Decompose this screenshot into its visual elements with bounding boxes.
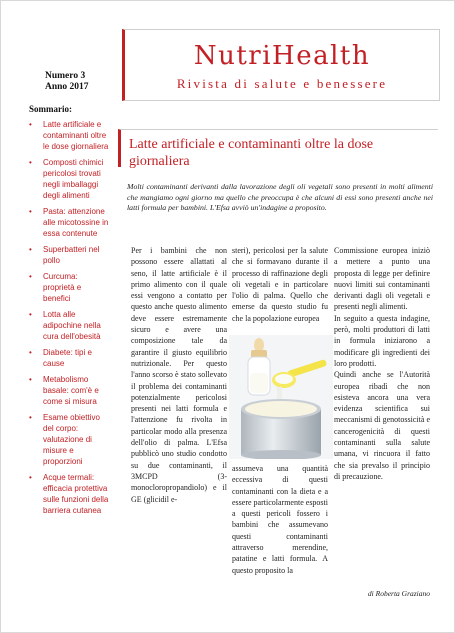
article-paragraph: steri), pericolosi per la salute che si formavano durante il processo di raffinazione degli oli vegetali e in particolare l'olio di palma. Quello che emerse da questo studio fu che la popolazione europea: [232, 246, 328, 323]
article-byline: di Roberta Graziano: [367, 589, 430, 598]
article-paragraph: assumeva una quantità eccessiva di questi contaminanti con la dieta e a essere particolarmente esposti a questi pericoli fossero i bambini che assumevano questi contaminanti attraverso merendine, patatine e latti formula. A questo proposito la: [232, 464, 328, 575]
magazine-title: NutriHealth: [193, 41, 371, 71]
baby-formula-photo: [229, 335, 333, 459]
article-column-1: [131, 245, 227, 505]
issue-year: Anno 2017: [45, 82, 89, 92]
article-title: Latte artificiale e contaminanti oltre la dose giornaliera: [129, 137, 374, 169]
article-header: [118, 129, 438, 167]
bullet-icon: •: [29, 245, 32, 254]
bullet-icon: •: [29, 413, 32, 422]
formula-can-icon: [241, 399, 321, 459]
masthead: [122, 29, 440, 101]
article-column-2-bottom: [232, 463, 328, 576]
bullet-icon: •: [29, 310, 32, 319]
formula-illustration: [229, 335, 333, 459]
bullet-icon: •: [29, 158, 32, 167]
toc-item[interactable]: • Pasta: attenzione alle micotossine in essa contenute: [29, 207, 109, 238]
article-paragraph: Quindi anche se l'Autorità europea ribadì che non esisteva ancora una vera evidenza scientifica sui meccanismi di genotossicità e cancerogenicità di questi contaminanti sulla salute umana, vi rincuora il fatto che sia prevalso il principio di precauzione.: [334, 370, 430, 481]
bullet-icon: •: [29, 473, 32, 482]
toc-item[interactable]: • Latte artificiale e contaminanti oltre le dose giornaliera: [29, 120, 109, 151]
article-paragraph: In seguito a questa indagine, però, molti produttori di latti in formula iniziarono a modificare gli ingredienti dei loro prodotti.: [334, 313, 430, 368]
toc-item[interactable]: • Superbatteri nel pollo: [29, 245, 100, 265]
bullet-icon: •: [29, 348, 32, 357]
toc-item[interactable]: • Diabete: tipi e cause: [29, 348, 92, 368]
table-of-contents: [27, 119, 111, 521]
article-paragraph: Per i bambini che non possono essere allattati al seno, il latte artificiale è il primo alimento con il quale essi vengono a contatto per questo anche questo alimento deve essere estremamente sicuro e avere una composizione tale da garantire il giusto equilibrio nutrizionale. Per questo l'anno scorso è stato sollevato il problema dei contaminanti potenzialmente pericolosi presenti nei latti formula e l'attenzione fu rivolta in particolar modo alla presenza dell'olio di palma. L'Efsa pubblicò uno studio condotto su due contaminanti, il 3MCPD (3-monocloropropandiolo) e il GE (glicidil e-: [131, 246, 227, 504]
article-column-2-top: [232, 245, 328, 324]
toc-item[interactable]: • Esame obiettivo del corpo: valutazione di misure e proporzioni: [29, 413, 100, 466]
toc-item[interactable]: • Composti chimici pericolosi trovati negli imballaggi degli alimenti: [29, 158, 104, 200]
toc-item[interactable]: • Metabolismo basale: com'è e come si misura: [29, 375, 99, 406]
issue-number: Numero 3: [45, 71, 86, 81]
toc-item[interactable]: • Curcuma: proprietà e benefici: [29, 272, 82, 303]
toc-item[interactable]: • Acque termali: efficacia protettiva sulle funzioni della barriera cutanea: [29, 473, 109, 515]
bullet-icon: •: [29, 272, 32, 281]
bullet-icon: •: [29, 375, 32, 384]
bullet-icon: •: [29, 120, 32, 129]
article-paragraph: Commissione europea iniziò a mettere a punto una proposta di legge per definire nuovi limiti sui contaminanti derivanti dagli oli vegetali e presenti negli alimenti.: [334, 246, 430, 312]
toc-title: Sommario:: [29, 104, 72, 114]
bullet-icon: •: [29, 207, 32, 216]
article-column-3: [334, 245, 430, 482]
toc-item[interactable]: • Lotta alle adipochine nella cura dell'obesità: [29, 310, 101, 341]
issue-info: [45, 71, 89, 93]
magazine-subtitle: Rivista di salute e benessere: [176, 76, 388, 91]
article-lead: Molti contaminanti derivanti dalla lavorazione degli oli vegetali sono presenti in molti alimenti che mangiamo ogni giorno ma quello che preoccupa è che alcuni di essi sono presenti anche nei latti formula per bambini. L'Efsa avviò un'indagine a proposito.: [127, 182, 433, 212]
